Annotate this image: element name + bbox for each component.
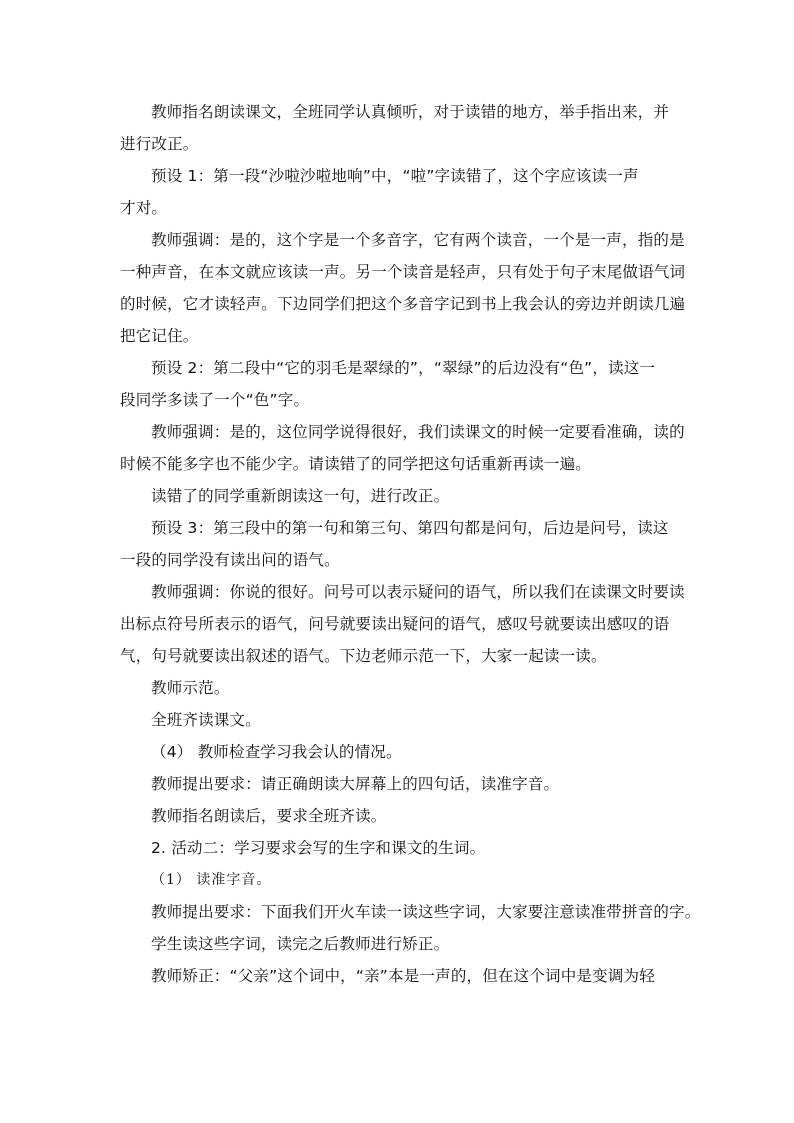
paragraph-3 — [120, 224, 695, 352]
text-line: 一段的同学没有读出问的语气。 — [120, 551, 340, 569]
paragraph-11 — [120, 736, 695, 768]
text-line: 气，句号就要读出叙述的语气。下边老师示范一下，大家一起读一读。 — [120, 647, 607, 665]
text-line: 教师强调：是的，这位同学说得很好，我们读课文的时候一定要看准确，读的 — [151, 423, 685, 441]
paragraph-9 — [120, 672, 695, 704]
text-line: 的时候，它才读轻声。下边同学们把这个多音字记到书上我会认的旁边并朗读几遍 — [120, 295, 686, 313]
text-line: （4） 教师检查学习我会认的情况。 — [151, 743, 402, 761]
text-line: 把它记住。 — [120, 327, 199, 345]
text-line: 预设 3：第三段中的第一句和第三句、第四句都是问句，后边是问号，读这 — [151, 519, 669, 537]
text-line: 教师提出要求：请正确朗读大屏幕上的四句话，读准字音。 — [151, 775, 560, 793]
paragraph-1 — [120, 96, 695, 160]
paragraph-13 — [120, 800, 695, 832]
text-line: 教师指名朗读课文，全班同学认真倾听，对于读错的地方，举手指出来，并 — [151, 103, 670, 121]
paragraph-15 — [120, 864, 695, 896]
text-line: （1） 读准字音。 — [151, 872, 272, 888]
text-line: 一种声音，在本文就应该读一声。另一个读音是轻声，只有处于句子末尾做语气词 — [120, 263, 686, 281]
text-line: 学生读这些字词，读完之后教师进行矫正。 — [151, 935, 450, 953]
text-line: 全班齐读课文。 — [151, 711, 261, 729]
paragraph-18 — [120, 960, 695, 992]
document-body — [120, 96, 701, 992]
paragraph-4 — [120, 352, 695, 416]
text-line: 教师强调：你说的很好。问号可以表示疑问的语气，所以我们在读课文时要读 — [151, 583, 685, 601]
text-line: 教师提出要求：下面我们开火车读一读这些字词，大家要注意读准带拼音的字。 — [151, 903, 701, 921]
paragraph-8 — [120, 576, 695, 672]
text-line: 预设 2：第二段中“它的羽毛是翠绿的”，“翠绿”的后边没有“色”，读这一 — [151, 359, 656, 377]
text-line: 教师指名朗读后，要求全班齐读。 — [151, 807, 387, 825]
text-line: 教师强调：是的，这个字是一个多音字，它有两个读音，一个是一声，指的是 — [151, 231, 685, 249]
paragraph-16 — [120, 896, 701, 928]
text-line: 预设 1：第一段“沙啦沙啦地响”中，“啦”字读错了，这个字应该读一声 — [151, 167, 639, 185]
paragraph-12 — [120, 768, 695, 800]
paragraph-6 — [120, 480, 695, 512]
text-line: 教师示范。 — [151, 679, 230, 697]
paragraph-2 — [120, 160, 695, 224]
text-line: 才对。 — [120, 199, 168, 217]
text-line: 段同学多读了一个“色”字。 — [120, 391, 310, 409]
paragraph-10 — [120, 704, 695, 736]
paragraph-7 — [120, 512, 695, 576]
text-line: 读错了的同学重新朗读这一句，进行改正。 — [151, 487, 450, 505]
text-line: 时候不能多字也不能少字。请读错了的同学把这句话重新再读一遍。 — [120, 455, 592, 473]
text-line: 教师矫正：“父亲”这个词中，“亲”本是一声的，但在这个词中是变调为轻 — [151, 967, 655, 985]
paragraph-5 — [120, 416, 695, 480]
paragraph-14 — [120, 832, 695, 864]
text-line: 进行改正。 — [120, 135, 199, 153]
paragraph-17 — [120, 928, 695, 960]
text-line: 2. 活动二：学习要求会写的生字和课文的生词。 — [151, 839, 486, 857]
text-line: 出标点符号所表示的语气，问号就要读出疑问的语气，感叹号就要读出感叹的语 — [120, 615, 670, 633]
